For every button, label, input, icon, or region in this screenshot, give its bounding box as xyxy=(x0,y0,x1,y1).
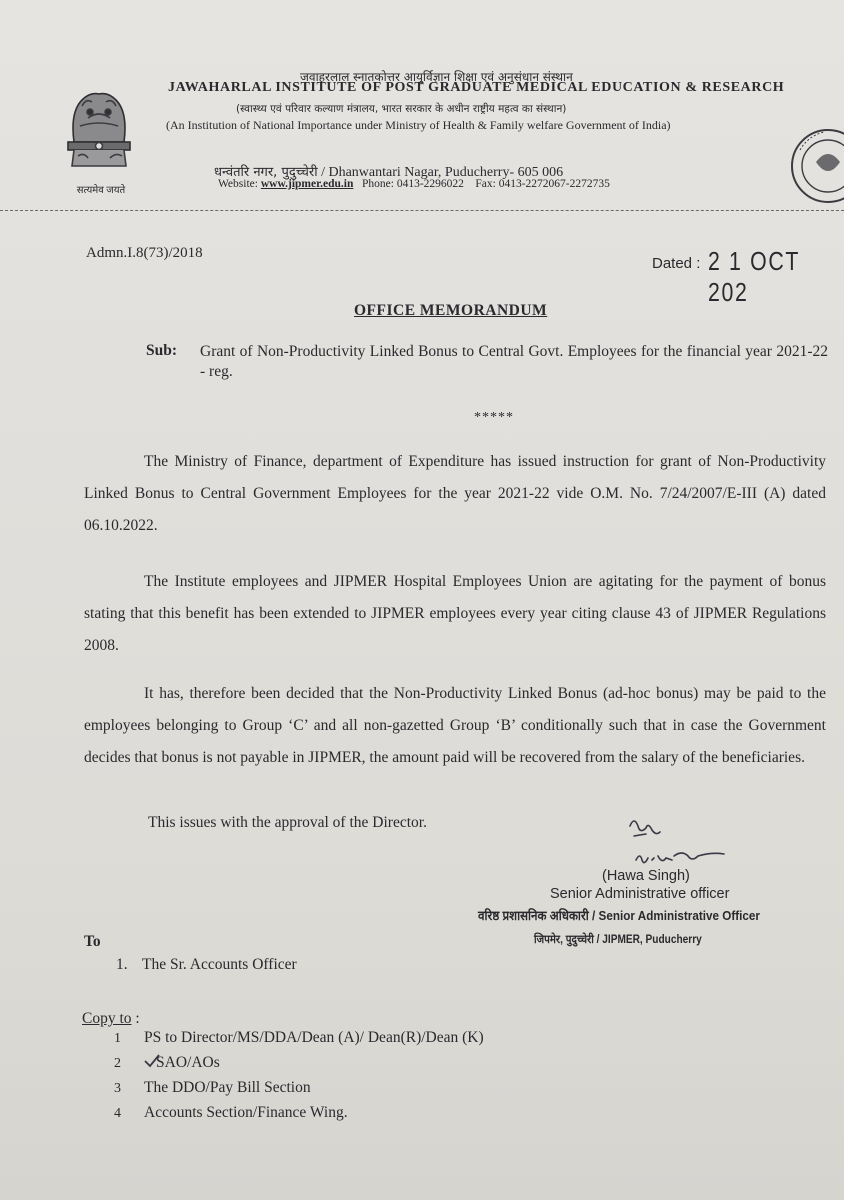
paragraph-2: The Institute employees and JIPMER Hospital Employees Union are agitating for the payment of bonus stating that this benefit has been extended to JIPMER employees every year citing clause 43 of JIPMER Regulations 2008. xyxy=(84,573,826,654)
subject-text: Grant of Non-Productivity Linked Bonus to Central Govt. Employees for the financial year 2021-22 - reg. xyxy=(200,343,828,380)
national-emblem-icon xyxy=(60,82,138,196)
to-label: To xyxy=(84,933,101,950)
phone-number: Phone: 0413-2296022 xyxy=(362,178,464,190)
copy-recipient: Accounts Section/Finance Wing. xyxy=(144,1104,348,1121)
seal-graphic xyxy=(786,122,844,212)
separator: ***** xyxy=(474,410,514,425)
paragraph-1: The Ministry of Finance, department of Expenditure has issued instruction for grant of Non-Productivity Linked Bonus to Central Government Employees for the year 2021-22 vide O.M. No. 7/24/2007/E-III (A) dated 06.10.2022. xyxy=(84,453,826,534)
handwritten-signature xyxy=(612,812,762,872)
website-label: Website: xyxy=(218,178,258,190)
address-hindi: धन्वंतरि नगर, पुदुच्चेरी xyxy=(214,165,318,180)
item-number: 1. xyxy=(116,956,128,973)
emblem-caption: सत्यमेव जयते xyxy=(76,185,126,196)
copy-to-list xyxy=(114,1026,484,1126)
copy-recipient: The DDO/Pay Bill Section xyxy=(144,1079,311,1096)
recipient-name: The Sr. Accounts Officer xyxy=(142,956,297,973)
dated-label: Dated : xyxy=(652,255,701,272)
office-stamp: जिपमेर, पुदुच्चेरी / JIPMER, Puducherry xyxy=(534,934,702,946)
designation-stamp: वरिष्ठ प्रशासनिक अधिकारी / Senior Administrative Officer xyxy=(478,908,760,923)
contact-line xyxy=(218,178,610,190)
list-item xyxy=(114,1026,484,1051)
emblem-graphic xyxy=(60,82,138,182)
institute-name-hindi: जवाहरलाल स्नातकोत्तर आयुर्विज्ञान शिक्षा एवं अनुसंधान संस्थान xyxy=(300,70,573,84)
copy-recipient: SAO/AOs xyxy=(156,1054,220,1071)
signatory-name: (Hawa Singh) xyxy=(602,868,690,884)
address-english: / Dhanwantari Nagar, Puducherry- 605 006 xyxy=(317,165,564,180)
subject-label: Sub: xyxy=(146,342,178,359)
ministry-line-hindi: (स्वास्थ्य एवं परिवार कल्याण मंत्रालय, भारत सरकार के अधीन राष्ट्रीय महत्व का संस्थान) xyxy=(236,103,567,115)
fax-number: Fax: 0413-2272067-2272735 xyxy=(475,178,610,190)
paragraph-3: It has, therefore been decided that the Non-Productivity Linked Bonus (ad-hoc bonus) may be paid to the employees belonging to Group ‘C’ and all non-gazetted Group ‘B’ conditionally such that in case the Government decides that bonus is not payable in JIPMER, the amount paid will be recovered from the salary of the beneficiaries. xyxy=(84,685,826,766)
institute-name: JAWAHARLAL INSTITUTE OF POST GRADUATE MEDICAL EDUCATION & RESEARCH xyxy=(168,80,785,95)
ministry-line: (An Institution of National Importance under Ministry of Health & Family welfare Government of India) xyxy=(166,118,671,132)
paragraph-4: This issues with the approval of the Director. xyxy=(148,814,427,831)
institute-seal-icon xyxy=(786,122,844,212)
memo-heading: OFFICE MEMORANDUM xyxy=(354,302,548,319)
signature-scribble xyxy=(612,812,762,872)
item-number: 1 xyxy=(114,1031,121,1046)
copy-recipient: PS to Director/MS/DDA/Dean (A)/ Dean(R)/Dean (K) xyxy=(144,1029,484,1046)
reference-number: Admn.I.8(73)/2018 xyxy=(86,245,203,261)
date-stamp: 2 1 OCT 202 xyxy=(708,246,800,307)
list-item xyxy=(114,1051,484,1076)
item-number: 2 xyxy=(114,1056,121,1071)
list-item xyxy=(114,1076,484,1101)
signatory-designation: Senior Administrative officer xyxy=(550,886,730,902)
list-item xyxy=(114,1101,484,1126)
item-number: 4 xyxy=(114,1106,121,1121)
letterhead-divider xyxy=(0,210,844,211)
website-link[interactable]: www.jipmer.edu.in xyxy=(260,178,354,190)
copy-to-colon: : xyxy=(131,1010,140,1027)
list-item xyxy=(116,956,297,974)
copy-to-heading: Copy to xyxy=(82,1010,132,1027)
item-number: 3 xyxy=(114,1081,121,1096)
